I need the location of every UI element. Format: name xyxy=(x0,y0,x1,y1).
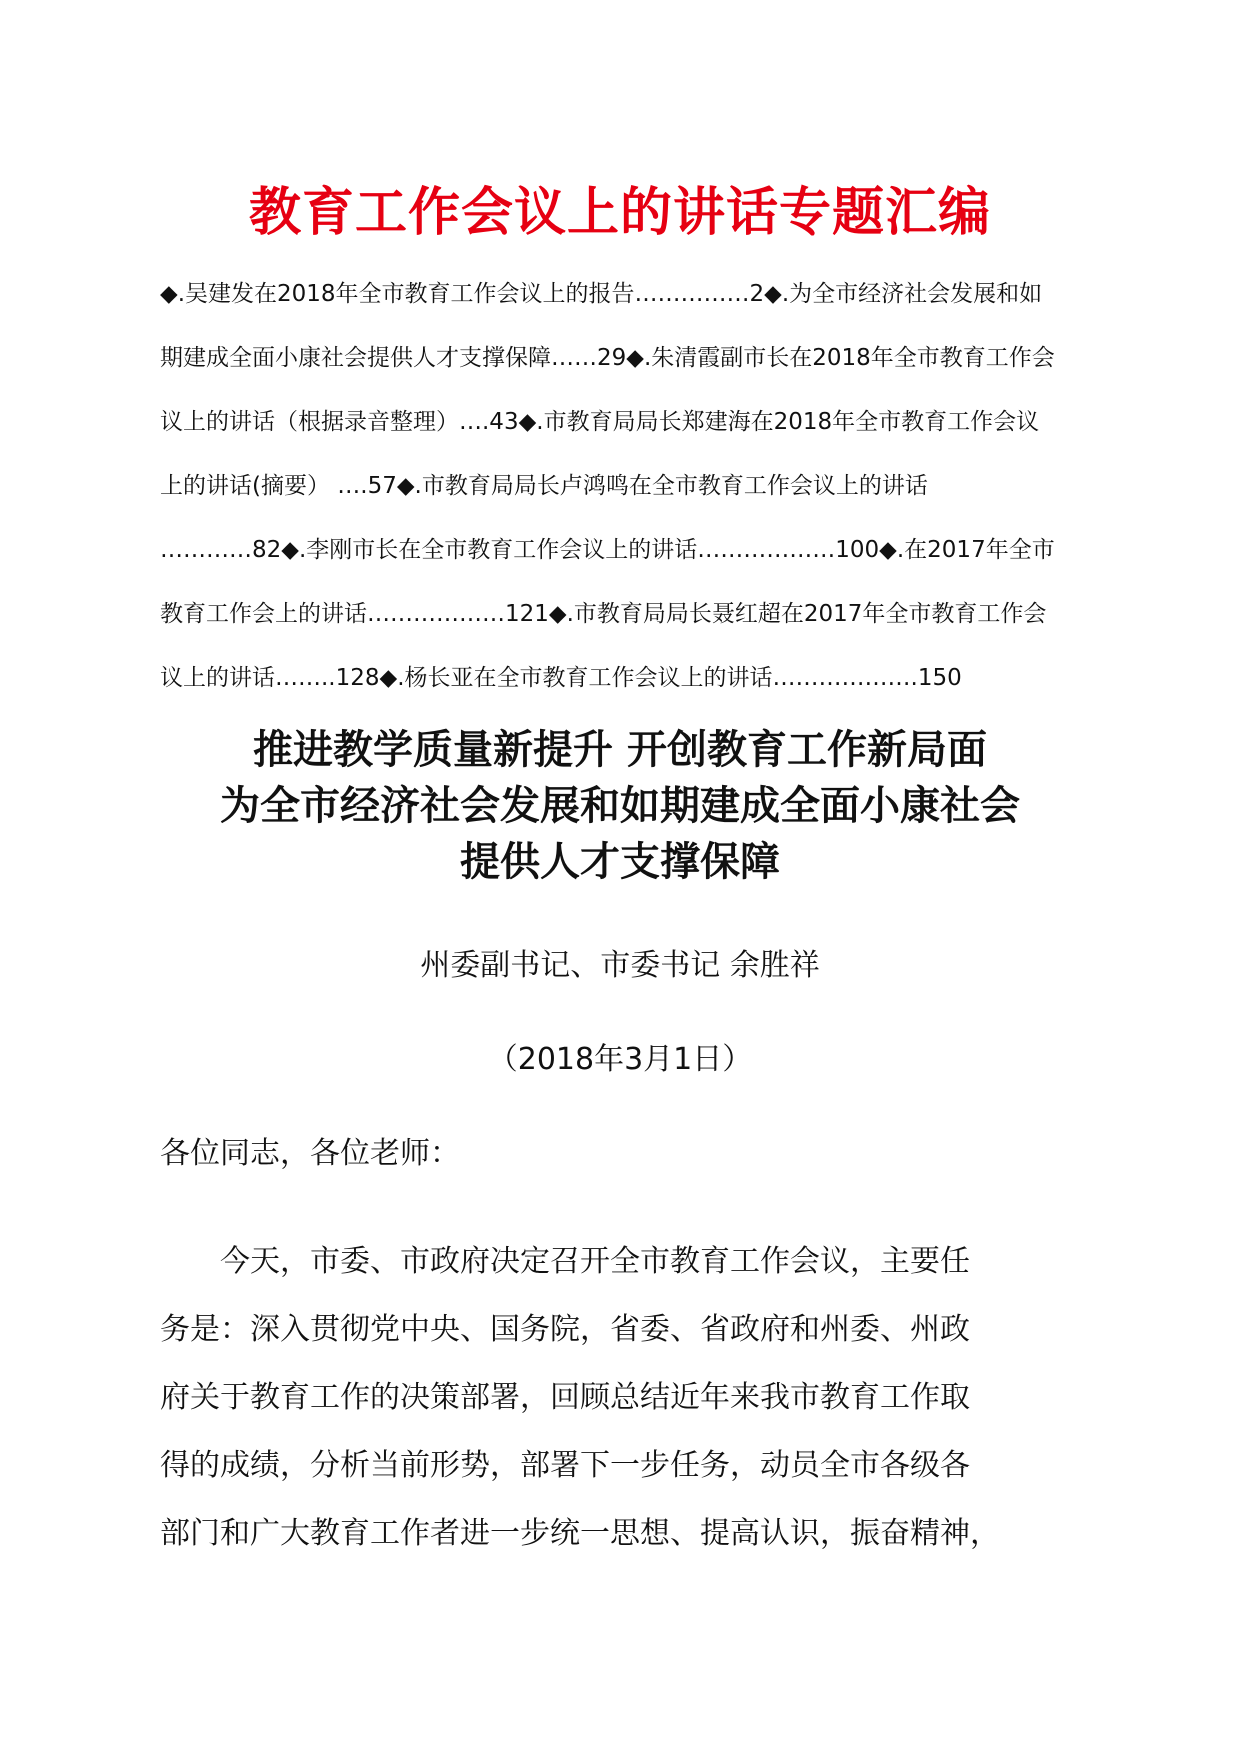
speech-title-line: 提供人才支撑保障 xyxy=(460,839,780,885)
body-line: 府关于教育工作的决策部署，回顾总结近年来我市教育工作取 xyxy=(160,1380,970,1415)
speech-title xyxy=(0,722,1240,890)
toc-line: …………82◆.李刚市长在全市教育工作会议上的讲话………………100◆.在2017年全市 xyxy=(160,537,1055,563)
document-title: 教育工作会议上的讲话专题汇编 xyxy=(248,183,991,243)
speech-title-line: 为全市经济社会发展和如期建成全面小康社会 xyxy=(220,783,1020,829)
body-line: 部门和广大教育工作者进一步统一思想、提高认识，振奋精神， xyxy=(160,1516,1000,1551)
body-paragraph xyxy=(160,1228,1090,1568)
toc-line: 上的讲话(摘要） ….57◆.市教育局局长卢鸿鸣在全市教育工作会议上的讲话 xyxy=(160,473,928,499)
speaker-line: 州委副书记、市委书记 余胜祥 xyxy=(420,948,820,983)
body-line: 今天，市委、市政府决定召开全市教育工作会议，主要任 xyxy=(220,1244,970,1279)
body-line: 务是：深入贯彻党中央、国务院，省委、省政府和州委、州政 xyxy=(160,1312,970,1347)
toc-line: 议上的讲话（根据录音整理）….43◆.市教育局局长郑建海在2018年全市教育工作会议 xyxy=(160,409,1040,435)
toc-line: 期建成全面小康社会提供人才支撑保障……29◆.朱清霞副市长在2018年全市教育工作会 xyxy=(160,345,1055,371)
salutation: 各位同志，各位老师： xyxy=(160,1136,460,1171)
toc-line: 议上的讲话……..128◆.杨长亚在全市教育工作会议上的讲话……………….150 xyxy=(160,665,962,691)
toc-line: 教育工作会上的讲话………………121◆.市教育局局长聂红超在2017年全市教育工作会 xyxy=(160,601,1047,627)
toc-line: ◆.吴建发在2018年全市教育工作会议上的报告……………2◆.为全市经济社会发展和如 xyxy=(160,281,1043,307)
speech-date: （2018年3月1日） xyxy=(487,1042,753,1077)
body-line: 得的成绩，分析当前形势，部署下一步任务，动员全市各级各 xyxy=(160,1448,970,1483)
speech-title-line: 推进教学质量新提升 开创教育工作新局面 xyxy=(253,727,987,773)
table-of-contents xyxy=(160,262,1100,710)
